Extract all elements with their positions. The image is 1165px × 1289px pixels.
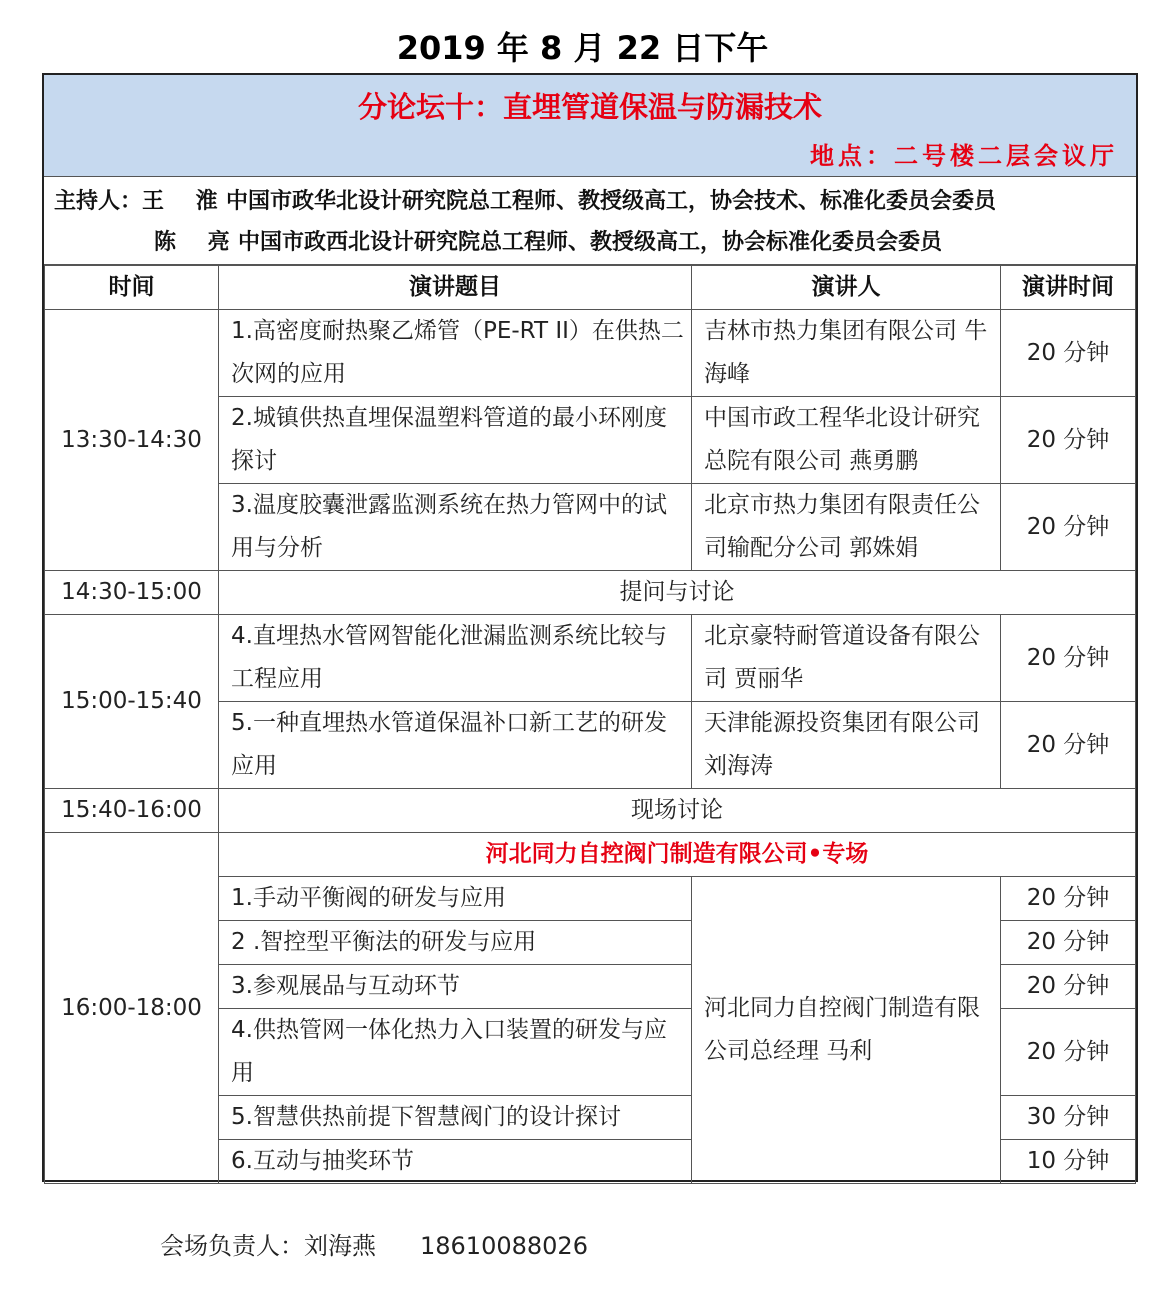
table-row — [45, 615, 1136, 702]
forum-title: 分论坛十：直埋管道保温与防漏技术 — [357, 90, 822, 124]
host-desc: 中国市政华北设计研究院总工程师、教授级高工，协会技术、标准化委员会委员 — [226, 189, 997, 214]
topic-cell: 1.手动平衡阀的研发与应用 — [219, 877, 692, 921]
host-line-2 — [154, 228, 942, 258]
table-row — [45, 789, 1136, 833]
topic-cell: 2 .智控型平衡法的研发与应用 — [219, 921, 692, 965]
forum-schedule-frame — [42, 73, 1138, 1182]
duration-cell: 20 分钟 — [1001, 965, 1136, 1009]
topic-cell: 4.供热管网一体化热力入口装置的研发与应用 — [219, 1009, 692, 1096]
duration-cell: 20 分钟 — [1001, 921, 1136, 965]
contact-label: 会场负责人：刘海燕 — [160, 1232, 376, 1260]
duration-cell: 20 分钟 — [1001, 397, 1136, 484]
speaker-cell: 河北同力自控阀门制造有限公司总经理 马利 — [692, 877, 1001, 1184]
time-cell: 16:00-18:00 — [45, 833, 219, 1184]
duration-cell: 30 分钟 — [1001, 1096, 1136, 1140]
hosts-section — [44, 177, 1136, 265]
duration-cell: 20 分钟 — [1001, 615, 1136, 702]
column-header: 演讲时间 — [1001, 266, 1136, 310]
time-cell: 15:00-15:40 — [45, 615, 219, 789]
special-session-title: 河北同力自控阀门制造有限公司•专场 — [219, 833, 1136, 877]
column-header: 时间 — [45, 266, 219, 310]
speaker-cell: 吉林市热力集团有限公司 牛海峰 — [692, 310, 1001, 397]
column-header: 演讲题目 — [219, 266, 692, 310]
time-cell: 14:30-15:00 — [45, 571, 219, 615]
hosts-label: 主持人： — [54, 189, 143, 214]
topic-cell: 3.温度胶囊泄露监测系统在热力管网中的试用与分析 — [219, 484, 692, 571]
duration-cell: 20 分钟 — [1001, 310, 1136, 397]
table-header-row — [45, 266, 1136, 310]
page-title: 2019 年 8 月 22 日下午 — [396, 29, 769, 67]
venue-contact — [160, 1230, 588, 1262]
table-row — [45, 310, 1136, 397]
speaker-cell: 北京豪特耐管道设备有限公司 贾丽华 — [692, 615, 1001, 702]
duration-cell: 20 分钟 — [1001, 877, 1136, 921]
discussion-cell: 提问与讨论 — [219, 571, 1136, 615]
topic-cell: 5.一种直埋热水管道保温补口新工艺的研发应用 — [219, 702, 692, 789]
column-header: 演讲人 — [692, 266, 1001, 310]
speaker-cell: 中国市政工程华北设计研究总院有限公司 燕勇鹏 — [692, 397, 1001, 484]
host-name: 陈 亮 — [154, 230, 242, 255]
table-row — [45, 833, 1136, 877]
schedule-table — [44, 265, 1136, 1184]
host-line-1 — [54, 187, 996, 217]
topic-cell: 1.高密度耐热聚乙烯管（PE-RT II）在供热二次网的应用 — [219, 310, 692, 397]
forum-header — [44, 75, 1136, 177]
duration-cell: 20 分钟 — [1001, 484, 1136, 571]
duration-cell: 20 分钟 — [1001, 1009, 1136, 1096]
topic-cell: 5.智慧供热前提下智慧阀门的设计探讨 — [219, 1096, 692, 1140]
host-name: 王 淮 — [142, 189, 230, 214]
topic-cell: 3.参观展品与互动环节 — [219, 965, 692, 1009]
duration-cell: 10 分钟 — [1001, 1140, 1136, 1184]
contact-phone: 18610088026 — [420, 1232, 588, 1260]
venue-label: 地点：二号楼二层会议厅 — [810, 142, 1118, 170]
speaker-cell: 北京市热力集团有限责任公司输配分公司 郭姝娟 — [692, 484, 1001, 571]
discussion-cell: 现场讨论 — [219, 789, 1136, 833]
host-desc: 中国市政西北设计研究院总工程师、教授级高工，协会标准化委员会委员 — [238, 230, 943, 255]
topic-cell: 4.直埋热水管网智能化泄漏监测系统比较与工程应用 — [219, 615, 692, 702]
speaker-cell: 天津能源投资集团有限公司 刘海涛 — [692, 702, 1001, 789]
duration-cell: 20 分钟 — [1001, 702, 1136, 789]
time-cell: 15:40-16:00 — [45, 789, 219, 833]
time-cell: 13:30-14:30 — [45, 310, 219, 571]
topic-cell: 6.互动与抽奖环节 — [219, 1140, 692, 1184]
topic-cell: 2.城镇供热直埋保温塑料管道的最小环刚度探讨 — [219, 397, 692, 484]
table-row — [45, 571, 1136, 615]
